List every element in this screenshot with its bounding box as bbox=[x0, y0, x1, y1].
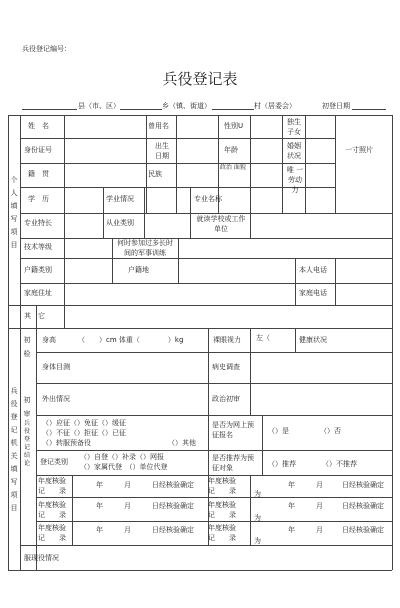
education-label: 学 历 bbox=[28, 195, 49, 203]
hukou-type-label: 户籍类别 bbox=[24, 266, 52, 274]
native-place-label: 籍 贯 bbox=[28, 170, 49, 178]
naked-vision-label: 裸眼视力 bbox=[213, 336, 241, 344]
self-phone-label: 本人电话 bbox=[299, 266, 327, 274]
county-fill-line[interactable] bbox=[22, 109, 77, 110]
township-fill-line[interactable] bbox=[120, 109, 162, 110]
first-registration-date-label: 初登日期 bbox=[322, 102, 350, 110]
ethnicity-label: 民族 bbox=[148, 170, 162, 178]
conclusion-option-3[interactable]: （）转服预备役 bbox=[42, 439, 91, 447]
political-status-label: 政治 面貌 bbox=[220, 164, 246, 171]
county-label: 县（市、区） bbox=[78, 102, 120, 110]
reg-type-option-2[interactable]: （）家属代登 （）单位代登 bbox=[80, 463, 168, 471]
study-status-label: 学业情况 bbox=[106, 195, 134, 203]
initial-review-label: 初审 bbox=[23, 396, 31, 418]
appearance-label: 外出情况 bbox=[42, 395, 70, 403]
body-check-label: 身体目测 bbox=[42, 363, 70, 371]
registration-type-options[interactable] bbox=[80, 452, 168, 472]
conclusion-label: 兵役登记结论 bbox=[23, 420, 30, 467]
name-label: 姓 名 bbox=[28, 122, 49, 130]
first-registration-date-fill-line[interactable] bbox=[352, 109, 386, 110]
health-status-label: 健康状况 bbox=[299, 336, 327, 344]
conclusion-option-other[interactable]: （）其他 bbox=[168, 439, 196, 447]
medical-history-label: 病史调查 bbox=[212, 363, 240, 371]
reg-type-option-1[interactable]: （）自登（）补录（）网报 bbox=[80, 453, 164, 461]
service-status-label: 服现役情况 bbox=[24, 554, 59, 562]
registration-serial-label: 兵役登记编号： bbox=[22, 45, 71, 53]
official-section-label: 兵役登记机关填写项目 bbox=[10, 387, 18, 512]
id-number-label: 身份证号 bbox=[24, 146, 52, 154]
conclusion-option-1[interactable]: （）应征（）免征（）缓征 bbox=[42, 419, 126, 427]
recommend-option[interactable]: （）推荐 bbox=[268, 460, 296, 468]
sole-labor-label: 唯 一劳动力 bbox=[286, 166, 304, 194]
major-name-label: 专业名称 bbox=[194, 195, 222, 203]
school-work-unit-label: 就读学校或工作单位 bbox=[196, 215, 246, 233]
registration-type-label: 登记类别 bbox=[40, 458, 68, 466]
conclusion-option-2[interactable]: （）不征（）拒征（）已征 bbox=[42, 429, 126, 437]
left-eye-field[interactable]: 左（ bbox=[256, 334, 270, 342]
specialty-label: 专业特长 bbox=[24, 219, 52, 227]
photo-placeholder: 一寸照片 bbox=[345, 146, 373, 154]
not-recommend-option[interactable]: （）不推荐 bbox=[322, 460, 357, 468]
only-child-label: 独生子女 bbox=[287, 118, 301, 136]
initial-check-label: 初检 bbox=[23, 336, 31, 358]
age-label: 年龄 bbox=[224, 146, 238, 154]
political-review-label: 政治初审 bbox=[212, 395, 240, 403]
used-name-label: 曾用名 bbox=[148, 122, 169, 130]
other-label: 其 它 bbox=[24, 312, 45, 320]
personal-section-label: 个人填写项目 bbox=[10, 176, 18, 249]
page-title: 兵役登记表 bbox=[162, 70, 238, 88]
home-phone-label: 家庭电话 bbox=[299, 289, 327, 297]
online-prereg-yes[interactable]: （）是 bbox=[268, 427, 289, 435]
conclusion-options[interactable] bbox=[42, 418, 126, 448]
occupation-label: 从业类别 bbox=[106, 219, 134, 227]
hukou-location-label: 户籍地 bbox=[128, 266, 149, 274]
village-fill-line[interactable] bbox=[212, 109, 254, 110]
military-training-label: 何时参加过多长时间的军事训练 bbox=[117, 239, 173, 257]
online-prereg-label: 是否为网上预征报名 bbox=[212, 421, 254, 439]
birth-date-label: 出生日期 bbox=[155, 142, 169, 160]
home-address-label: 家庭住址 bbox=[24, 289, 52, 297]
township-label: 乡（镇、街道） bbox=[162, 102, 211, 110]
marital-status-label: 婚姻状况 bbox=[287, 142, 301, 160]
tech-level-label: 技术等级 bbox=[24, 243, 52, 251]
recommend-label: 是否推荐为预征对象 bbox=[212, 454, 254, 472]
online-prereg-no[interactable]: （）否 bbox=[320, 427, 341, 435]
height-weight-field[interactable]: （ ）cm 体重（ ）kg bbox=[78, 336, 184, 344]
village-label: 村（居委会） bbox=[254, 102, 296, 110]
gender-label: 性别U bbox=[224, 122, 244, 130]
height-label: 身高 bbox=[42, 336, 56, 344]
